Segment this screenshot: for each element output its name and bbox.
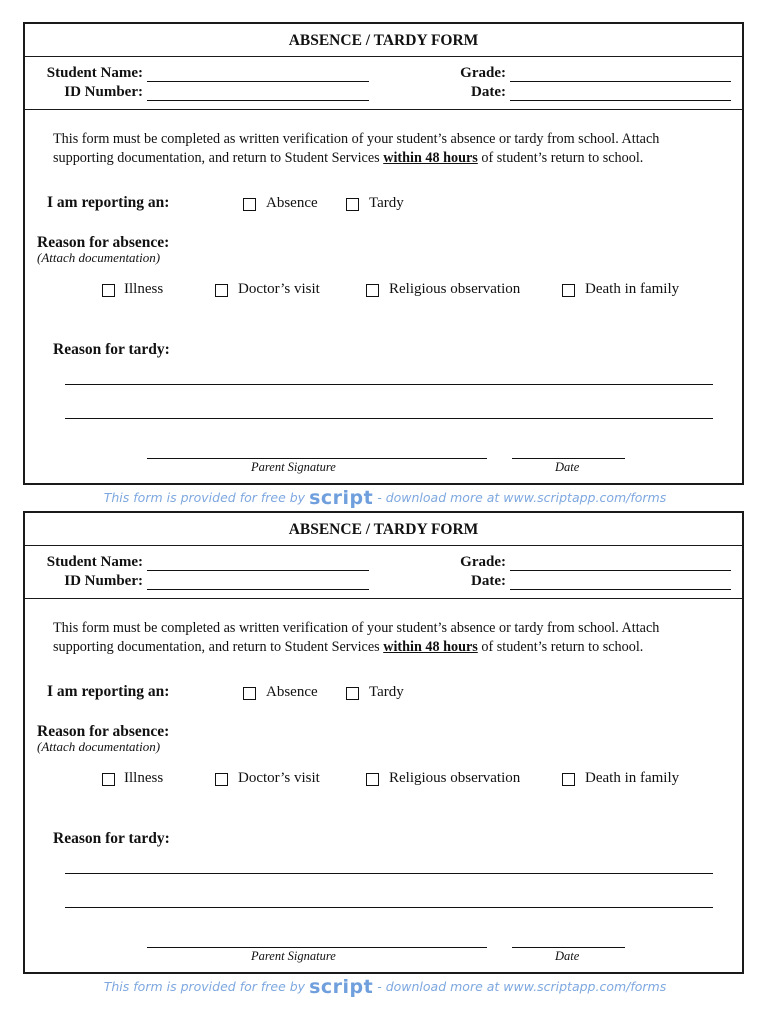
grade-label: Grade: <box>460 554 506 570</box>
reason-absence-label: Reason for absence: <box>37 234 170 251</box>
form-title: ABSENCE / TARDY FORM <box>288 521 479 538</box>
illness-label: Illness <box>124 770 164 786</box>
illness-label: Illness <box>124 281 164 297</box>
id-number-label: ID Number: <box>64 84 143 100</box>
signature-date-caption: Date <box>555 460 580 474</box>
signature-date-line[interactable] <box>512 947 625 948</box>
death-in-family-label: Death in family <box>585 281 680 297</box>
religious-observation-label: Religious observation <box>389 770 521 786</box>
doctor-visit-checkbox[interactable] <box>215 284 228 297</box>
religious-observation-label: Religious observation <box>389 281 521 297</box>
reporting-label: I am reporting an: <box>47 194 170 211</box>
religious-observation-checkbox[interactable] <box>366 284 379 297</box>
doctor-visit-label: Doctor’s visit <box>238 281 320 297</box>
footer-suffix[interactable]: - download more at www.scriptapp.com/forms <box>377 490 667 505</box>
religious-observation-checkbox[interactable] <box>366 773 379 786</box>
date-label: Date: <box>471 84 506 100</box>
student-name-label: Student Name: <box>46 65 143 81</box>
student-name-field[interactable] <box>147 570 369 571</box>
death-in-family-label: Death in family <box>585 770 680 786</box>
absence-tardy-form-2 <box>23 511 744 974</box>
tardy-reason-line-2[interactable] <box>65 907 713 908</box>
tardy-reason-line-2[interactable] <box>65 418 713 419</box>
instructions-line-2-end: of student’s return to school. <box>477 149 644 166</box>
grade-label: Grade: <box>460 65 506 81</box>
date-label: Date: <box>471 573 506 589</box>
tardy-option-label: Tardy <box>369 195 404 211</box>
date-field[interactable] <box>510 100 731 101</box>
divider <box>25 545 742 546</box>
script-logo[interactable]: script <box>309 976 374 998</box>
illness-checkbox[interactable] <box>102 773 115 786</box>
footer-prefix: This form is provided for free by <box>103 490 306 505</box>
parent-signature-caption: Parent Signature <box>251 460 336 474</box>
instructions-line-1: This form must be completed as written verification of your student’s absence or tardy from school. Attach <box>53 620 660 636</box>
tardy-checkbox[interactable] <box>346 198 359 211</box>
absence-checkbox[interactable] <box>243 198 256 211</box>
instructions-line-2-start: supporting documentation, and return to Student Services <box>53 638 384 655</box>
student-name-field[interactable] <box>147 81 369 82</box>
grade-field[interactable] <box>510 81 731 82</box>
absence-checkbox[interactable] <box>243 687 256 700</box>
absence-option-label: Absence <box>266 195 318 211</box>
deadline-emphasis: within 48 hours <box>383 149 478 166</box>
death-in-family-checkbox[interactable] <box>562 773 575 786</box>
instructions-line-2-end: of student’s return to school. <box>477 638 644 655</box>
tardy-checkbox[interactable] <box>346 687 359 700</box>
divider <box>25 109 742 110</box>
reason-tardy-label: Reason for tardy: <box>53 830 170 847</box>
absence-tardy-form-1 <box>23 22 744 485</box>
divider <box>25 56 742 57</box>
parent-signature-caption: Parent Signature <box>251 949 336 963</box>
footer-credit <box>0 976 770 998</box>
form-title: ABSENCE / TARDY FORM <box>288 32 479 49</box>
signature-date-caption: Date <box>555 949 580 963</box>
student-name-label: Student Name: <box>46 554 143 570</box>
absence-option-label: Absence <box>266 684 318 700</box>
divider <box>25 598 742 599</box>
instructions <box>53 619 713 656</box>
parent-signature-line[interactable] <box>147 458 487 459</box>
tardy-option-label: Tardy <box>369 684 404 700</box>
reason-tardy-label: Reason for tardy: <box>53 341 170 358</box>
footer-suffix[interactable]: - download more at www.scriptapp.com/forms <box>377 979 667 994</box>
death-in-family-checkbox[interactable] <box>562 284 575 297</box>
script-logo[interactable]: script <box>309 487 374 509</box>
footer-prefix: This form is provided for free by <box>103 979 306 994</box>
footer-credit <box>0 487 770 509</box>
id-number-label: ID Number: <box>64 573 143 589</box>
parent-signature-line[interactable] <box>147 947 487 948</box>
instructions <box>53 130 713 167</box>
instructions-line-2-start: supporting documentation, and return to Student Services <box>53 149 384 166</box>
grade-field[interactable] <box>510 570 731 571</box>
id-number-field[interactable] <box>147 100 369 101</box>
reason-absence-label: Reason for absence: <box>37 723 170 740</box>
reporting-label: I am reporting an: <box>47 683 170 700</box>
deadline-emphasis: within 48 hours <box>383 638 478 655</box>
date-field[interactable] <box>510 589 731 590</box>
tardy-reason-line-1[interactable] <box>65 384 713 385</box>
attach-documentation-note: (Attach documentation) <box>37 250 161 265</box>
attach-documentation-note: (Attach documentation) <box>37 739 161 754</box>
id-number-field[interactable] <box>147 589 369 590</box>
doctor-visit-label: Doctor’s visit <box>238 770 320 786</box>
instructions-line-1: This form must be completed as written verification of your student’s absence or tardy from school. Attach <box>53 131 660 147</box>
doctor-visit-checkbox[interactable] <box>215 773 228 786</box>
tardy-reason-line-1[interactable] <box>65 873 713 874</box>
signature-date-line[interactable] <box>512 458 625 459</box>
illness-checkbox[interactable] <box>102 284 115 297</box>
